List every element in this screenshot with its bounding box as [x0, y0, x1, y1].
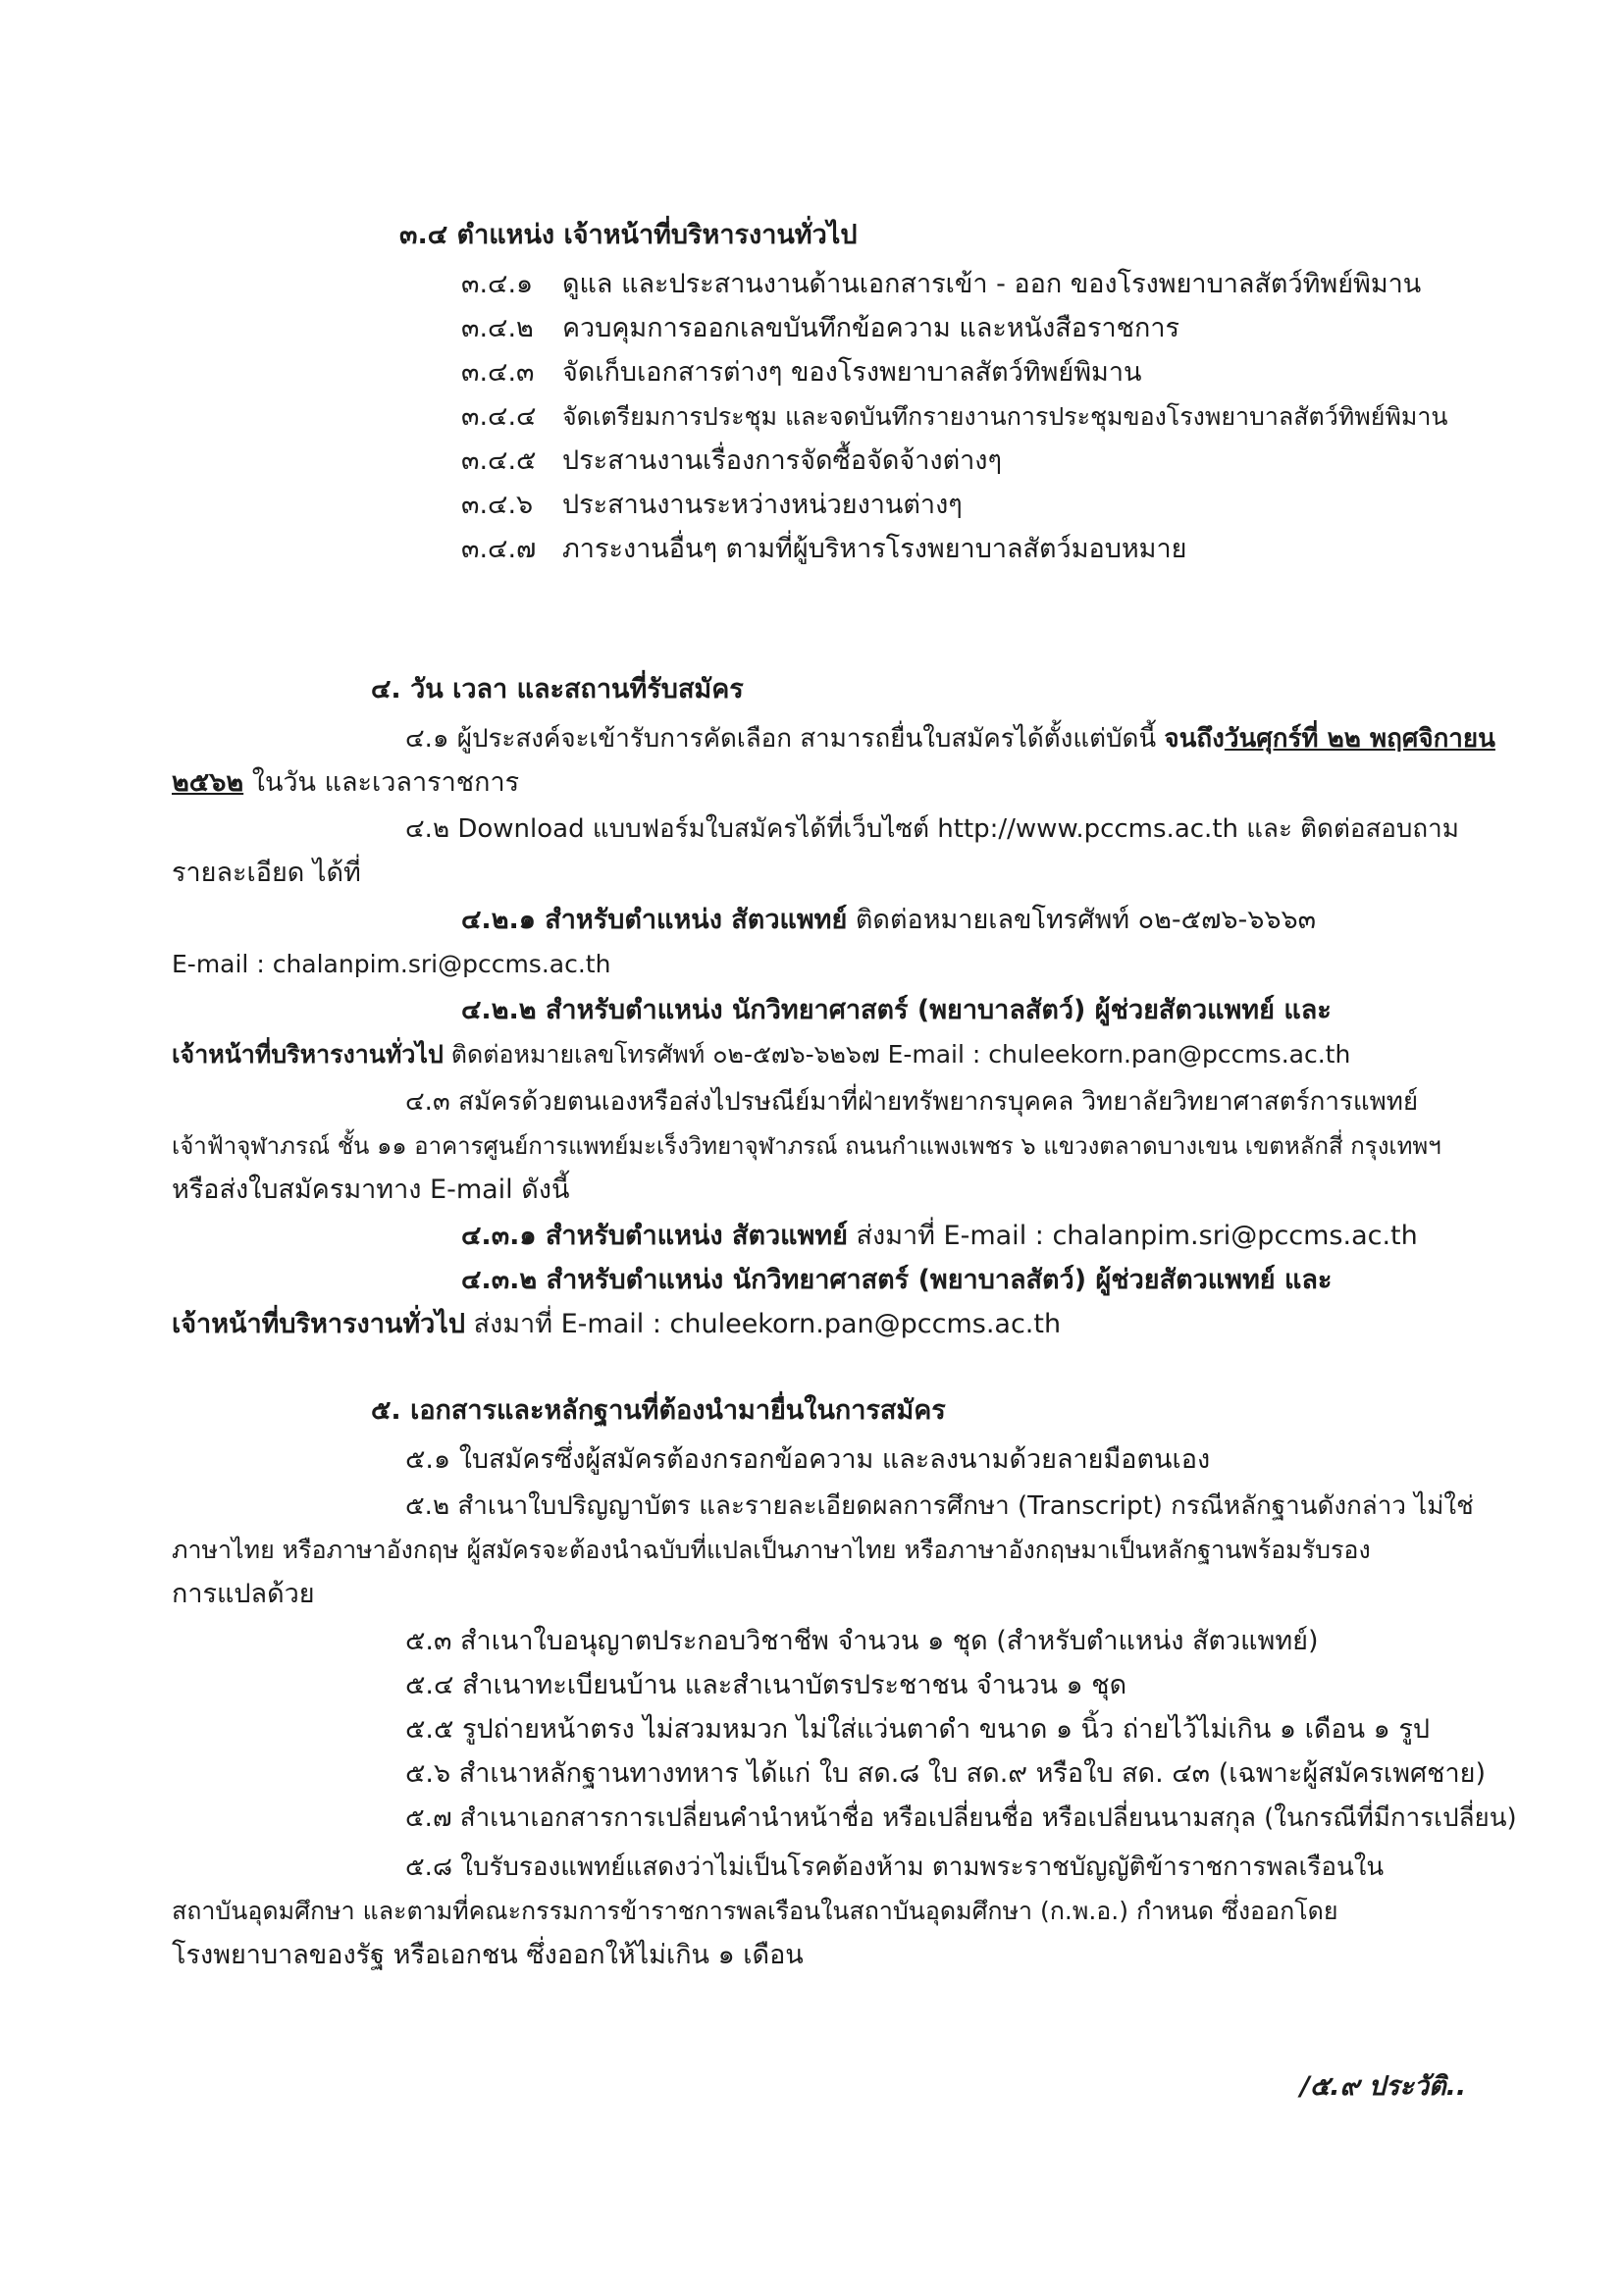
paragraph-4-2-2-line1: ๔.๒.๒ สำหรับตำแหน่ง นักวิทยาศาสตร์ (พยาบาลสัตว์) ผู้ช่วยสัตวแพทย์ และ [461, 995, 1332, 1025]
section-4-heading: ๔. วัน เวลา และสถานที่รับสมัคร [371, 674, 744, 704]
paragraph-5-4: ๕.๔ สำเนาทะเบียนบ้าน และสำเนาบัตรประชาชน จำนวน ๑ ชุด [405, 1670, 1127, 1700]
paragraph-5-2-line1: ๕.๒ สำเนาใบปริญญาบัตร และรายละเอียดผลการศึกษา (Transcript) กรณีหลักฐานดังกล่าว ไม่ใช่ [405, 1491, 1474, 1521]
paragraph-4-2-1 [461, 901, 1316, 940]
text-run: ๔.๑ ผู้ประสงค์จะเข้ารับการคัดเลือก สามารถยื่นใบสมัครได้ตั้งแต่บัดนี้ [405, 724, 1165, 754]
paragraph-5-8-line1: ๕.๘ ใบรับรองแพทย์แสดงว่าไม่เป็นโรคต้องห้าม ตามพระราชบัญญัติข้าราชการพลเรือนใน [405, 1852, 1385, 1882]
text-run: ติดต่อหมายเลขโทรศัพท์ ๐๒-๕๗๖-๖๒๖๗ E-mail : chuleekorn.pan@pccms.ac.th [443, 1040, 1351, 1069]
paragraph-5-6: ๕.๖ สำเนาหลักฐานทางทหาร ได้แก่ ใบ สด.๘ ใบ สด.๙ หรือใบ สด. ๔๓ (เฉพาะผู้สมัครเพศชาย) [405, 1758, 1486, 1789]
paragraph-4-2-line2: รายละเอียด ได้ที่ [172, 858, 361, 888]
section-5-heading: ๕. เอกสารและหลักฐานที่ต้องนำมายื่นในการสมัคร [371, 1395, 946, 1426]
paragraph-4-3-2-line2 [172, 1305, 1061, 1344]
paragraph-5-2-line3: การแปลด้วย [172, 1579, 315, 1609]
email-vet: E-mail : chalanpim.sri@pccms.ac.th [172, 950, 611, 978]
deadline-date: วันศุกร์ที่ ๒๒ พฤศจิกายน [1224, 724, 1495, 754]
text-run: ในวัน และเวลาราชการ [243, 767, 520, 798]
item-number: ๓.๔.๕ [461, 445, 537, 476]
item-number: ๓.๔.๑ [461, 269, 534, 299]
item-text: จัดเก็บเอกสารต่างๆ ของโรงพยาบาลสัตว์ทิพย์พิมาน [562, 357, 1142, 388]
text-run-bold: ๔.๒.๑ สำหรับตำแหน่ง สัตวแพทย์ [461, 905, 848, 935]
text-run: ส่งมาที่ E-mail : chalanpim.sri@pccms.ac.th [847, 1221, 1418, 1251]
item-text: ดูแล และประสานงานด้านเอกสารเข้า - ออก ของโรงพยาบาลสัตว์ทิพย์พิมาน [562, 269, 1422, 299]
continuation-footer: /๕.๙ ประวัติ.. [1300, 2071, 1467, 2102]
list-item [461, 397, 1448, 437]
item-text: ประสานงานระหว่างหน่วยงานต่างๆ [562, 490, 963, 520]
item-text: ประสานงานเรื่องการจัดซื้อจัดจ้างต่างๆ [562, 445, 1002, 476]
item-text: จัดเตรียมการประชุม และจดบันทึกรายงานการประชุมของโรงพยาบาลสัตว์ทิพย์พิมาน [562, 402, 1448, 431]
paragraph-5-2-line2: ภาษาไทย หรือภาษาอังกฤษ ผู้สมัครจะต้องนำฉบับที่แปลเป็นภาษาไทย หรือภาษาอังกฤษมาเป็นหลักฐานพร้อมรับรอง [172, 1536, 1371, 1564]
paragraph-4-3-line1: ๔.๓ สมัครด้วยตนเองหรือส่งไปรษณีย์มาที่ฝ่ายทรัพยากรบุคคล วิทยาลัยวิทยาศาสตร์การแพทย์ [405, 1087, 1419, 1117]
paragraph-5-3: ๕.๓ สำเนาใบอนุญาตประกอบวิชาชีพ จำนวน ๑ ชุด (สำหรับตำแหน่ง สัตวแพทย์) [405, 1626, 1319, 1656]
paragraph-4-1-line1 [405, 719, 1495, 758]
text-run-bold: เจ้าหน้าที่บริหารงานทั่วไป [172, 1309, 466, 1339]
list-item [461, 265, 1422, 304]
paragraph-4-2-2-line2 [172, 1035, 1350, 1074]
paragraph-4-3-2-line1: ๔.๓.๒ สำหรับตำแหน่ง นักวิทยาศาสตร์ (พยาบาลสัตว์) ผู้ช่วยสัตวแพทย์ และ [461, 1265, 1333, 1295]
text-run-bold: ๔.๓.๑ สำหรับตำแหน่ง สัตวแพทย์ [461, 1221, 848, 1251]
list-item [461, 530, 1187, 569]
item-text: ภาระงานอื่นๆ ตามที่ผู้บริหารโรงพยาบาลสัตว์มอบหมาย [562, 534, 1187, 564]
paragraph-4-3-line2: เจ้าฟ้าจุฬาภรณ์ ชั้น ๑๑ อาคารศูนย์การแพทย์มะเร็งวิทยาจุฬาภรณ์ ถนนกำแพงเพชร ๖ แขวงตลาดบางเขน เขตหลักสี่ กรุงเทพฯ [172, 1132, 1441, 1160]
paragraph-5-1: ๕.๑ ใบสมัครซึ่งผู้สมัครต้องกรอกข้อความ และลงนามด้วยลายมือตนเอง [405, 1444, 1211, 1475]
item-number: ๓.๔.๗ [461, 534, 537, 564]
paragraph-5-5: ๕.๕ รูปถ่ายหน้าตรง ไม่สวมหมวก ไม่ใส่แว่นตาดำ ขนาด ๑ นิ้ว ถ่ายไว้ไม่เกิน ๑ เดือน ๑ รูป [405, 1714, 1431, 1745]
paragraph-4-3-line3: หรือส่งใบสมัครมาทาง E-mail ดังนี้ [172, 1174, 570, 1205]
deadline-year: ๒๕๖๒ [172, 767, 244, 798]
item-number: ๓.๔.๓ [461, 357, 535, 388]
list-item [461, 353, 1142, 392]
text-run: ส่งมาที่ E-mail : chuleekorn.pan@pccms.ac.th [465, 1309, 1062, 1339]
section-3-4-heading: ๓.๔ ตำแหน่ง เจ้าหน้าที่บริหารงานทั่วไป [399, 220, 858, 250]
list-item [461, 442, 1002, 481]
list-item [461, 309, 1180, 348]
text-run-bold: เจ้าหน้าที่บริหารงานทั่วไป [172, 1040, 444, 1069]
paragraph-5-7: ๕.๗ สำเนาเอกสารการเปลี่ยนคำนำหน้าชื่อ หรือเปลี่ยนชื่อ หรือเปลี่ยนนามสกุล (ในกรณีที่มีการเปลี่ยน) [405, 1803, 1517, 1833]
item-number: ๓.๔.๖ [461, 490, 534, 520]
paragraph-5-8-line2: สถาบันอุดมศึกษา และตามที่คณะกรรมการข้าราชการพลเรือนในสถาบันอุดมศึกษา (ก.พ.อ.) กำหนด ซึ่งออกโดย [172, 1897, 1338, 1925]
paragraph-4-1-line2 [172, 763, 519, 803]
item-text: ควบคุมการออกเลขบันทึกข้อความ และหนังสือราชการ [562, 313, 1180, 343]
text-run-bold: จนถึง [1164, 724, 1225, 754]
item-number: ๓.๔.๒ [461, 313, 534, 343]
paragraph-5-8-line3: โรงพยาบาลของรัฐ หรือเอกชน ซึ่งออกให้ไม่เกิน ๑ เดือน [172, 1940, 804, 1970]
paragraph-4-3-1 [461, 1217, 1418, 1256]
text-run: ติดต่อหมายเลขโทรศัพท์ ๐๒-๕๗๖-๖๖๖๓ [847, 905, 1317, 935]
item-number: ๓.๔.๔ [461, 401, 537, 432]
paragraph-4-2-line1: ๔.๒ Download แบบฟอร์มใบสมัครได้ที่เว็บไซต์ http://www.pccms.ac.th และ ติดต่อสอบถาม [405, 814, 1459, 844]
list-item [461, 486, 963, 525]
